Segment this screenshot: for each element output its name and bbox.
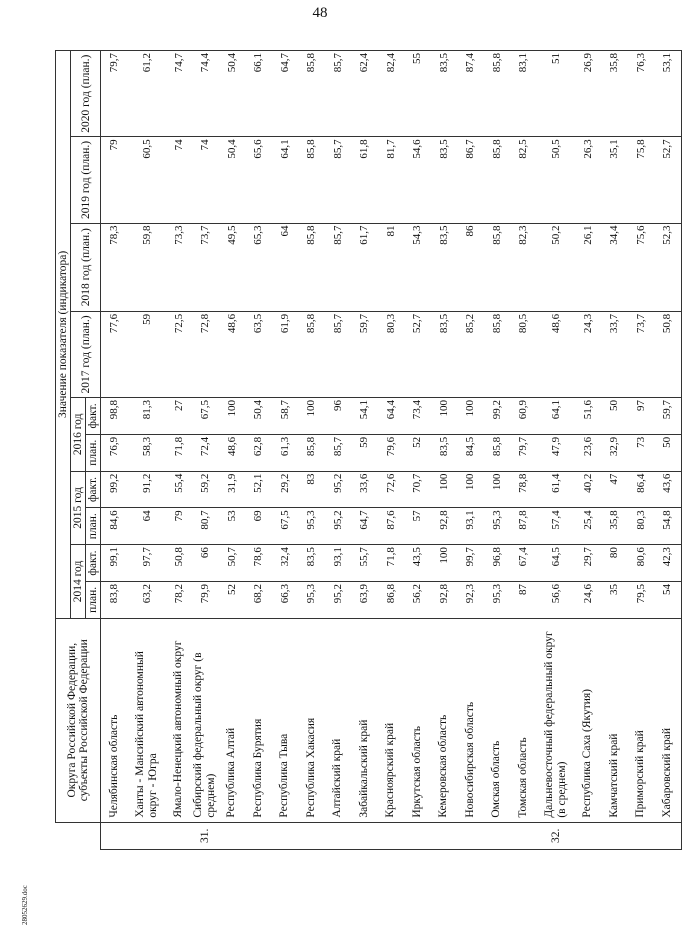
value-cell: 81,7 <box>378 137 405 223</box>
value-cell: 64,4 <box>378 398 405 435</box>
value-cell: 26,3 <box>575 137 602 223</box>
value-cell: 76,3 <box>628 51 655 137</box>
row-number <box>219 822 246 849</box>
value-cell: 96,8 <box>484 545 511 582</box>
header-year-2017: 2017 год (план.) <box>71 311 101 397</box>
value-cell: 53,1 <box>654 51 681 137</box>
table-row <box>575 51 602 850</box>
row-number <box>431 822 458 849</box>
value-cell: 64,7 <box>351 508 378 545</box>
header-plan: план. <box>86 508 101 545</box>
value-cell: 70,7 <box>404 471 431 508</box>
value-cell: 79,7 <box>510 434 537 471</box>
value-cell: 85,8 <box>298 311 325 397</box>
value-cell: 59,7 <box>654 398 681 435</box>
value-cell: 50,4 <box>219 137 246 223</box>
value-cell: 79 <box>166 508 193 545</box>
row-number <box>128 822 166 849</box>
table-row <box>484 51 511 850</box>
table-row <box>457 51 484 850</box>
header-fact: факт. <box>86 545 101 582</box>
document-id: 28052629.doc <box>21 885 29 925</box>
region-name: Республика Саха (Якутия) <box>575 618 602 822</box>
value-cell: 64,1 <box>272 137 299 223</box>
value-cell: 67,5 <box>272 508 299 545</box>
indicator-table <box>55 50 682 850</box>
value-cell: 83,5 <box>298 545 325 582</box>
value-cell: 82,4 <box>378 51 405 137</box>
value-cell: 73,3 <box>166 223 193 311</box>
rotated-table-container <box>55 50 674 850</box>
value-cell: 95,3 <box>298 508 325 545</box>
value-cell: 85,8 <box>484 434 511 471</box>
table-row <box>351 51 378 850</box>
table-body <box>101 51 682 850</box>
value-cell: 64,7 <box>272 51 299 137</box>
region-name: Хабаровский край <box>654 618 681 822</box>
value-cell: 59,2 <box>192 471 219 508</box>
value-cell: 26,1 <box>575 223 602 311</box>
value-cell: 25,4 <box>575 508 602 545</box>
value-cell: 83 <box>298 471 325 508</box>
region-name: Республика Хакасия <box>298 618 325 822</box>
value-cell: 72,5 <box>166 311 193 397</box>
value-cell: 33,6 <box>351 471 378 508</box>
value-cell: 86,4 <box>628 471 655 508</box>
row-number <box>298 822 325 849</box>
value-cell: 61,8 <box>351 137 378 223</box>
row-number <box>245 822 272 849</box>
value-cell: 54,6 <box>404 137 431 223</box>
value-cell: 63,2 <box>128 581 166 618</box>
value-cell: 60,9 <box>510 398 537 435</box>
table-row <box>601 51 628 850</box>
value-cell: 52 <box>404 434 431 471</box>
header-fact: факт. <box>86 398 101 435</box>
value-cell: 79,6 <box>378 434 405 471</box>
value-cell: 68,2 <box>245 581 272 618</box>
value-cell: 79,9 <box>192 581 219 618</box>
header-number-cell <box>56 822 101 849</box>
value-cell: 87,8 <box>510 508 537 545</box>
value-cell: 57,4 <box>537 508 575 545</box>
value-cell: 72,8 <box>192 311 219 397</box>
value-cell: 73,7 <box>628 311 655 397</box>
header-indicator: Значение показателя (индикатора) <box>56 51 71 619</box>
table-row <box>245 51 272 850</box>
value-cell: 78,6 <box>245 545 272 582</box>
value-cell: 78,8 <box>510 471 537 508</box>
value-cell: 43,6 <box>654 471 681 508</box>
value-cell: 71,8 <box>378 545 405 582</box>
region-name: Челябинская область <box>101 618 128 822</box>
value-cell: 71,8 <box>166 434 193 471</box>
value-cell: 97 <box>628 398 655 435</box>
value-cell: 72,6 <box>378 471 405 508</box>
header-year-2019: 2019 год (план.) <box>71 137 101 223</box>
value-cell: 43,5 <box>404 545 431 582</box>
value-cell: 99,1 <box>101 545 128 582</box>
value-cell: 32,9 <box>601 434 628 471</box>
value-cell: 95,3 <box>484 508 511 545</box>
value-cell: 64 <box>272 223 299 311</box>
row-number <box>101 822 128 849</box>
region-name: Кемеровская область <box>431 618 458 822</box>
row-number <box>272 822 299 849</box>
region-name: Приморский край <box>628 618 655 822</box>
value-cell: 99,7 <box>457 545 484 582</box>
value-cell: 50,4 <box>219 51 246 137</box>
value-cell: 50,8 <box>166 545 193 582</box>
value-cell: 72,4 <box>192 434 219 471</box>
value-cell: 75,6 <box>628 223 655 311</box>
page-number: 48 <box>312 5 328 21</box>
header-year-2020: 2020 год (план.) <box>71 51 101 137</box>
value-cell: 50,4 <box>245 398 272 435</box>
value-cell: 55,4 <box>166 471 193 508</box>
value-cell: 40,2 <box>575 471 602 508</box>
value-cell: 47,9 <box>537 434 575 471</box>
header-year-2016: 2016 год <box>71 398 86 472</box>
value-cell: 55,7 <box>351 545 378 582</box>
value-cell: 83,5 <box>431 223 458 311</box>
row-number <box>628 822 655 849</box>
value-cell: 62,8 <box>245 434 272 471</box>
value-cell: 64 <box>128 508 166 545</box>
table-row <box>298 51 325 850</box>
value-cell: 80,6 <box>628 545 655 582</box>
header-year-2015: 2015 год <box>71 471 86 545</box>
row-number <box>351 822 378 849</box>
value-cell: 56,6 <box>537 581 575 618</box>
value-cell: 58,3 <box>128 434 166 471</box>
value-cell: 59,7 <box>351 311 378 397</box>
value-cell: 52 <box>219 581 246 618</box>
value-cell: 54,1 <box>351 398 378 435</box>
value-cell: 29,7 <box>575 545 602 582</box>
value-cell: 47 <box>601 471 628 508</box>
value-cell: 92,8 <box>431 508 458 545</box>
value-cell: 83,5 <box>431 434 458 471</box>
value-cell: 95,3 <box>298 581 325 618</box>
region-name: Республика Бурятия <box>245 618 272 822</box>
value-cell: 82,5 <box>510 137 537 223</box>
table-row <box>654 51 681 850</box>
value-cell: 56,2 <box>404 581 431 618</box>
value-cell: 52,7 <box>404 311 431 397</box>
value-cell: 95,2 <box>325 471 352 508</box>
value-cell: 65,6 <box>245 137 272 223</box>
region-name: Республика Тыва <box>272 618 299 822</box>
value-cell: 59,8 <box>128 223 166 311</box>
row-number <box>457 822 484 849</box>
value-cell: 53 <box>219 508 246 545</box>
value-cell: 64,5 <box>537 545 575 582</box>
region-name: Алтайский край <box>325 618 352 822</box>
table-row <box>219 51 246 850</box>
value-cell: 63,9 <box>351 581 378 618</box>
value-cell: 83,5 <box>431 311 458 397</box>
value-cell: 69 <box>245 508 272 545</box>
value-cell: 97,7 <box>128 545 166 582</box>
value-cell: 100 <box>457 471 484 508</box>
row-number: 31. <box>192 822 219 849</box>
value-cell: 100 <box>457 398 484 435</box>
value-cell: 59 <box>128 311 166 397</box>
table-row <box>166 51 193 850</box>
value-cell: 33,7 <box>601 311 628 397</box>
value-cell: 42,3 <box>654 545 681 582</box>
value-cell: 86,7 <box>457 137 484 223</box>
table-row <box>537 51 575 850</box>
value-cell: 60,5 <box>128 137 166 223</box>
value-cell: 87,6 <box>378 508 405 545</box>
value-cell: 49,5 <box>219 223 246 311</box>
value-cell: 85,8 <box>484 223 511 311</box>
region-name: Республика Алтай <box>219 618 246 822</box>
value-cell: 93,1 <box>457 508 484 545</box>
value-cell: 50,8 <box>654 311 681 397</box>
value-cell: 52,7 <box>654 137 681 223</box>
value-cell: 24,6 <box>575 581 602 618</box>
region-name: Новосибирская область <box>457 618 484 822</box>
value-cell: 59 <box>351 434 378 471</box>
value-cell: 85,7 <box>325 223 352 311</box>
value-cell: 85,2 <box>457 311 484 397</box>
value-cell: 95,3 <box>484 581 511 618</box>
value-cell: 52,3 <box>654 223 681 311</box>
value-cell: 34,4 <box>601 223 628 311</box>
header-year-2018: 2018 год (план.) <box>71 223 101 311</box>
value-cell: 78,3 <box>101 223 128 311</box>
value-cell: 54,3 <box>404 223 431 311</box>
value-cell: 64,1 <box>537 398 575 435</box>
header-plan: план. <box>86 434 101 471</box>
value-cell: 50 <box>601 398 628 435</box>
value-cell: 95,2 <box>325 581 352 618</box>
value-cell: 83,1 <box>510 51 537 137</box>
value-cell: 73,4 <box>404 398 431 435</box>
value-cell: 78,2 <box>166 581 193 618</box>
value-cell: 54,8 <box>654 508 681 545</box>
table-row <box>404 51 431 850</box>
value-cell: 85,7 <box>325 137 352 223</box>
value-cell: 100 <box>219 398 246 435</box>
table-row <box>378 51 405 850</box>
value-cell: 51,6 <box>575 398 602 435</box>
value-cell: 84,6 <box>101 508 128 545</box>
value-cell: 85,7 <box>325 434 352 471</box>
value-cell: 85,8 <box>484 311 511 397</box>
value-cell: 83,8 <box>101 581 128 618</box>
value-cell: 61,3 <box>272 434 299 471</box>
value-cell: 74,4 <box>192 51 219 137</box>
value-cell: 54 <box>654 581 681 618</box>
value-cell: 67,4 <box>510 545 537 582</box>
value-cell: 85,8 <box>298 223 325 311</box>
value-cell: 61,4 <box>537 471 575 508</box>
value-cell: 23,6 <box>575 434 602 471</box>
value-cell: 52,1 <box>245 471 272 508</box>
value-cell: 79 <box>101 137 128 223</box>
region-name: Сибирский федеральный округ (в среднем) <box>192 618 219 822</box>
value-cell: 27 <box>166 398 193 435</box>
value-cell: 80,7 <box>192 508 219 545</box>
value-cell: 93,1 <box>325 545 352 582</box>
header-region: Округа Российской Федерации, субъекты Российской Федерации <box>56 618 101 822</box>
table-row <box>101 51 128 850</box>
value-cell: 50,2 <box>537 223 575 311</box>
row-number <box>654 822 681 849</box>
value-cell: 80 <box>601 545 628 582</box>
value-cell: 73,7 <box>192 223 219 311</box>
value-cell: 80,3 <box>628 508 655 545</box>
value-cell: 50 <box>654 434 681 471</box>
value-cell: 63,5 <box>245 311 272 397</box>
row-number <box>601 822 628 849</box>
region-name: Томская область <box>510 618 537 822</box>
value-cell: 100 <box>431 398 458 435</box>
table-row <box>510 51 537 850</box>
value-cell: 80,3 <box>378 311 405 397</box>
row-number <box>510 822 537 849</box>
value-cell: 61,2 <box>128 51 166 137</box>
value-cell: 32,4 <box>272 545 299 582</box>
value-cell: 81 <box>378 223 405 311</box>
value-cell: 26,9 <box>575 51 602 137</box>
value-cell: 99,2 <box>484 398 511 435</box>
value-cell: 62,4 <box>351 51 378 137</box>
value-cell: 74,7 <box>166 51 193 137</box>
table-row <box>325 51 352 850</box>
value-cell: 35,1 <box>601 137 628 223</box>
value-cell: 61,9 <box>272 311 299 397</box>
value-cell: 83,5 <box>431 137 458 223</box>
region-name: Забайкальский край <box>351 618 378 822</box>
value-cell: 35,8 <box>601 51 628 137</box>
value-cell: 48,6 <box>219 311 246 397</box>
value-cell: 75,8 <box>628 137 655 223</box>
value-cell: 87,4 <box>457 51 484 137</box>
value-cell: 85,8 <box>484 51 511 137</box>
value-cell: 85,8 <box>298 434 325 471</box>
value-cell: 35,8 <box>601 508 628 545</box>
value-cell: 81,3 <box>128 398 166 435</box>
value-cell: 85,8 <box>298 137 325 223</box>
value-cell: 66 <box>192 545 219 582</box>
value-cell: 86 <box>457 223 484 311</box>
region-name: Дальневосточный федеральный округ (в среднем) <box>537 618 575 822</box>
value-cell: 100 <box>431 471 458 508</box>
value-cell: 55 <box>404 51 431 137</box>
table-row <box>431 51 458 850</box>
region-name: Красноярский край <box>378 618 405 822</box>
region-name: Камчатский край <box>601 618 628 822</box>
value-cell: 61,7 <box>351 223 378 311</box>
value-cell: 100 <box>431 545 458 582</box>
value-cell: 57 <box>404 508 431 545</box>
value-cell: 85,7 <box>325 51 352 137</box>
value-cell: 100 <box>484 471 511 508</box>
value-cell: 100 <box>298 398 325 435</box>
region-name: Иркутская область <box>404 618 431 822</box>
value-cell: 74 <box>166 137 193 223</box>
value-cell: 65,3 <box>245 223 272 311</box>
row-number: 32. <box>537 822 575 849</box>
table-row <box>628 51 655 850</box>
row-number <box>378 822 405 849</box>
row-number <box>325 822 352 849</box>
row-number <box>484 822 511 849</box>
table-row <box>272 51 299 850</box>
value-cell: 50,5 <box>537 137 575 223</box>
value-cell: 31,9 <box>219 471 246 508</box>
table-row <box>128 51 166 850</box>
value-cell: 80,5 <box>510 311 537 397</box>
value-cell: 87 <box>510 581 537 618</box>
value-cell: 86,8 <box>378 581 405 618</box>
value-cell: 98,8 <box>101 398 128 435</box>
region-name: Ямало-Ненецкий автономный округ <box>166 618 193 822</box>
value-cell: 50,7 <box>219 545 246 582</box>
row-number <box>404 822 431 849</box>
value-cell: 85,7 <box>325 311 352 397</box>
value-cell: 82,3 <box>510 223 537 311</box>
value-cell: 35 <box>601 581 628 618</box>
value-cell: 91,2 <box>128 471 166 508</box>
value-cell: 83,5 <box>431 51 458 137</box>
value-cell: 66,1 <box>245 51 272 137</box>
header-plan: план. <box>86 581 101 618</box>
region-name: Ханты - Мансийский автономный округ - Югра <box>128 618 166 822</box>
value-cell: 66,3 <box>272 581 299 618</box>
row-number <box>575 822 602 849</box>
value-cell: 92,8 <box>431 581 458 618</box>
value-cell: 74 <box>192 137 219 223</box>
value-cell: 79,7 <box>101 51 128 137</box>
value-cell: 85,8 <box>484 137 511 223</box>
value-cell: 92,3 <box>457 581 484 618</box>
value-cell: 85,8 <box>298 51 325 137</box>
value-cell: 48,6 <box>219 434 246 471</box>
value-cell: 84,5 <box>457 434 484 471</box>
value-cell: 99,2 <box>101 471 128 508</box>
value-cell: 96 <box>325 398 352 435</box>
value-cell: 76,9 <box>101 434 128 471</box>
value-cell: 29,2 <box>272 471 299 508</box>
value-cell: 79,5 <box>628 581 655 618</box>
value-cell: 51 <box>537 51 575 137</box>
header-fact: факт. <box>86 471 101 508</box>
value-cell: 67,5 <box>192 398 219 435</box>
value-cell: 95,2 <box>325 508 352 545</box>
table-row <box>192 51 219 850</box>
header-year-2014: 2014 год <box>71 545 86 619</box>
value-cell: 73 <box>628 434 655 471</box>
value-cell: 24,3 <box>575 311 602 397</box>
region-name: Омская область <box>484 618 511 822</box>
value-cell: 48,6 <box>537 311 575 397</box>
value-cell: 58,7 <box>272 398 299 435</box>
value-cell: 77,6 <box>101 311 128 397</box>
row-number <box>166 822 193 849</box>
